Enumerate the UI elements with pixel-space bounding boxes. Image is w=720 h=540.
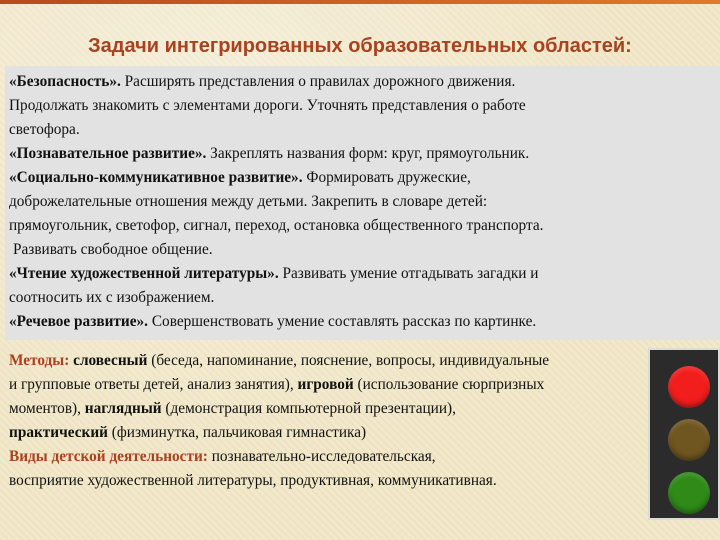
- methods-line: [9, 349, 659, 373]
- method-practical: практический: [9, 424, 108, 441]
- red-light: [668, 366, 710, 408]
- task-line: [9, 190, 714, 214]
- green-light: [668, 472, 710, 514]
- methods-label: Методы:: [9, 352, 70, 369]
- task-heading: «Безопасность».: [9, 73, 121, 90]
- method-visual-desc: (демонстрация компьютерной презентации),: [161, 400, 456, 417]
- task-text: Продолжать знакомить с элементами дороги. Уточнять представления о работе: [9, 97, 526, 114]
- page-title: Задачи интегрированных образовательных областей:: [88, 35, 632, 57]
- task-heading: «Чтение художественной литературы».: [9, 265, 279, 282]
- methods-text: моментов),: [9, 400, 85, 417]
- task-line: [9, 142, 714, 166]
- task-heading: «Познавательное развитие».: [9, 145, 207, 162]
- task-text: Развивать свободное общение.: [13, 241, 213, 258]
- traffic-light-icon: [648, 348, 720, 520]
- task-text: Закреплять названия форм: круг, прямоугольник.: [206, 145, 530, 162]
- activities-text: восприятие художественной литературы, продуктивная, коммуникативная.: [9, 472, 497, 489]
- task-line: [9, 118, 714, 142]
- method-verbal-desc: (беседа, напоминание, пояснение, вопросы, индивидуальные: [147, 352, 550, 369]
- task-line: [9, 286, 714, 310]
- method-verbal: словесный: [73, 352, 148, 369]
- task-heading: «Социально-коммуникативное развитие».: [9, 169, 303, 186]
- task-line: [9, 310, 714, 334]
- task-text: Развивать умение отгадывать загадки и: [278, 265, 539, 282]
- methods-line: [9, 397, 659, 421]
- activities-text: познавательно-исследовательская,: [207, 448, 436, 465]
- task-text: доброжелательные отношения между детьми. Закрепить в словаре детей:: [9, 193, 488, 210]
- task-line: [9, 238, 714, 262]
- task-line: [9, 166, 714, 190]
- methods-section: [9, 349, 659, 493]
- task-line: [9, 262, 714, 286]
- task-heading: «Речевое развитие».: [9, 313, 149, 330]
- method-game: игровой: [297, 376, 354, 393]
- top-accent-line: [0, 0, 720, 4]
- tasks-list: [9, 70, 714, 334]
- methods-line: [9, 373, 659, 397]
- yellow-light: [668, 419, 710, 461]
- activities-label: Виды детской деятельности:: [9, 448, 208, 465]
- activities-line: [9, 469, 659, 493]
- task-text: Расширять представления о правилах дорожного движения.: [120, 73, 516, 90]
- task-text: Формировать дружеские,: [302, 169, 471, 186]
- task-text: Совершенствовать умение составлять рассказ по картинке.: [148, 313, 537, 330]
- task-line: [9, 70, 714, 94]
- methods-line: [9, 421, 659, 445]
- method-game-desc: (использование сюрпризных: [353, 376, 545, 393]
- method-visual: наглядный: [84, 400, 162, 417]
- task-text: прямоугольник, светофор, сигнал, переход, остановка общественного транспорта.: [9, 217, 544, 234]
- task-line: [9, 94, 714, 118]
- activities-line: [9, 445, 659, 469]
- task-text: соотносить их с изображением.: [9, 289, 215, 306]
- task-line: [9, 214, 714, 238]
- methods-text: и групповые ответы детей, анализ занятия),: [9, 376, 298, 393]
- method-practical-desc: (физминутка, пальчиковая гимнастика): [107, 424, 367, 441]
- task-text: светофора.: [9, 121, 80, 138]
